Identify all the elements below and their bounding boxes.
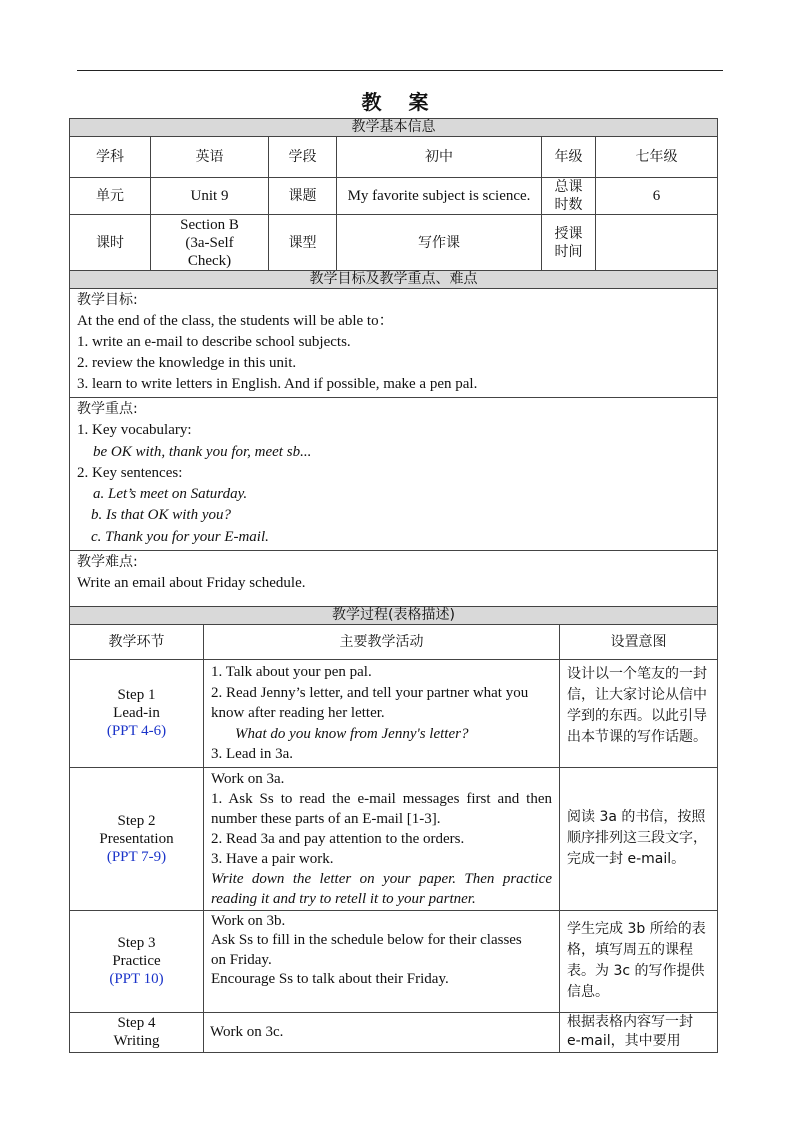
topic-label: 课题 — [269, 178, 337, 215]
intent-cell: 学生完成 3b 所给的表格，填写周五的课程表。为 3c 的写作提供信息。 — [560, 910, 718, 1012]
stage-value: 初中 — [337, 137, 542, 178]
activity-line: Write down the letter on your paper. Then practice reading it and try to retell it to your partner. — [211, 870, 552, 907]
column-header-stage: 教学环节 — [70, 625, 204, 660]
lesson-plan-table — [69, 118, 718, 619]
difficulty-label: 教学难点: — [77, 554, 138, 571]
intent-cell: 阅读 3a 的书信，按照顺序排列这三段文字，完成一封 e-mail。 — [560, 767, 718, 910]
step-cell — [70, 1012, 204, 1052]
grade-label: 年级 — [542, 137, 596, 178]
header-rule — [77, 70, 723, 71]
activities-cell — [204, 1012, 560, 1052]
activity-line: Work on 3b. — [211, 912, 286, 929]
key-point-line: be OK with, thank you for, meet sb... — [93, 443, 312, 460]
activity-line: 1. Talk about your pen pal. — [211, 664, 372, 680]
step-name: Step 2 — [117, 812, 156, 829]
objectives-header: 教学目标及教学重点、难点 — [70, 271, 718, 289]
activity-line: 3. Have a pair work. — [211, 850, 334, 867]
goal-line: 1. write an e-mail to describe school subjects. — [77, 334, 351, 350]
step-cell — [70, 660, 204, 768]
goal-line: 3. learn to write letters in English. And if possible, make a pen pal. — [77, 376, 478, 392]
type-label: 课型 — [269, 215, 337, 271]
key-point-line: 2. Key sentences: — [77, 464, 183, 481]
goals-cell — [70, 289, 718, 398]
teaching-time-value — [596, 215, 718, 271]
activity-line: 2. Read Jenny’s letter, and tell your partner what you know after reading her letter. — [211, 684, 529, 721]
grade-value: 七年级 — [596, 137, 718, 178]
activity-line: 2. Read 3a and pay attention to the orders. — [211, 830, 465, 847]
table-row — [70, 910, 718, 1012]
step-ppt: (PPT 4-6) — [106, 723, 167, 740]
activity-line: Work on 3c. — [210, 1024, 284, 1040]
goal-line: 2. review the knowledge in this unit. — [77, 355, 297, 371]
step-name: Step 4 — [117, 1015, 156, 1031]
step-stage: Lead-in — [113, 705, 160, 722]
difficulty-text: Write an email about Friday schedule. — [77, 575, 306, 592]
key-point-line: a. Let’s meet on Saturday. — [93, 486, 248, 503]
step-stage: Writing — [113, 1033, 160, 1049]
subject-label: 学科 — [70, 137, 151, 178]
key-point-line: b. Is that OK with you? — [91, 507, 232, 524]
step-cell — [70, 910, 204, 1012]
key-point-line: 1. Key vocabulary: — [77, 422, 192, 439]
stage-label: 学段 — [269, 137, 337, 178]
activities-cell — [204, 660, 560, 768]
total-hours-value: 6 — [596, 178, 718, 215]
table-row — [70, 1012, 718, 1052]
teaching-time-label: 授课时间 — [542, 215, 596, 271]
activity-line: 1. Ask Ss to read the e-mail messages first and then number these parts of an E-mail [1-3]. — [211, 790, 552, 827]
goals-label: 教学目标: — [77, 292, 138, 308]
unit-label: 单元 — [70, 178, 151, 215]
step-stage: Presentation — [99, 830, 174, 847]
basic-info-header: 教学基本信息 — [70, 119, 718, 137]
step-ppt: (PPT 7-9) — [106, 848, 167, 865]
total-hours-label: 总课时数 — [542, 178, 596, 215]
topic-value: My favorite subject is science. — [337, 178, 542, 215]
activities-cell — [204, 910, 560, 1012]
table-row — [70, 660, 718, 768]
subject-value: 英语 — [151, 137, 269, 178]
step-ppt: (PPT 10) — [109, 971, 164, 987]
process-header: 教学过程(表格描述) — [70, 607, 718, 625]
intent-cell: 根据表格内容写一封 e-mail，其中要用 — [560, 1012, 718, 1052]
unit-value: Unit 9 — [151, 178, 269, 215]
intent-cell: 设计以一个笔友的一封信，让大家讨论从信中学到的东西。以此引导出本节课的写作话题。 — [560, 660, 718, 768]
activity-line: Ask Ss to fill in the schedule below for their classes — [211, 932, 522, 948]
key-point-line: c. Thank you for your E-mail. — [91, 528, 269, 545]
activity-line: 3. Lead in 3a. — [211, 746, 294, 762]
table-row — [70, 767, 718, 910]
period-value: Section B (3a-Self Check) — [151, 215, 269, 271]
document-title: 教 案 — [361, 90, 439, 114]
activity-line: What do you know from Jenny's letter? — [235, 725, 469, 742]
activity-line: Encourage Ss to talk about their Friday. — [211, 971, 449, 987]
goal-line: At the end of the class, the students will be able to： — [77, 313, 394, 329]
step-cell — [70, 767, 204, 910]
period-label: 课时 — [70, 215, 151, 271]
step-stage: Practice — [112, 953, 161, 969]
column-header-activities: 主要教学活动 — [204, 625, 560, 660]
column-header-intent: 设置意图 — [560, 625, 718, 660]
activity-line: on Friday. — [211, 951, 272, 968]
step-name: Step 1 — [117, 687, 156, 704]
key-points-cell — [70, 398, 718, 551]
step-name: Step 3 — [117, 935, 156, 951]
activities-cell — [204, 767, 560, 910]
activity-line: Work on 3a. — [211, 770, 285, 787]
type-value: 写作课 — [337, 215, 542, 271]
process-table — [69, 606, 718, 1053]
key-points-label: 教学重点: — [77, 401, 138, 417]
